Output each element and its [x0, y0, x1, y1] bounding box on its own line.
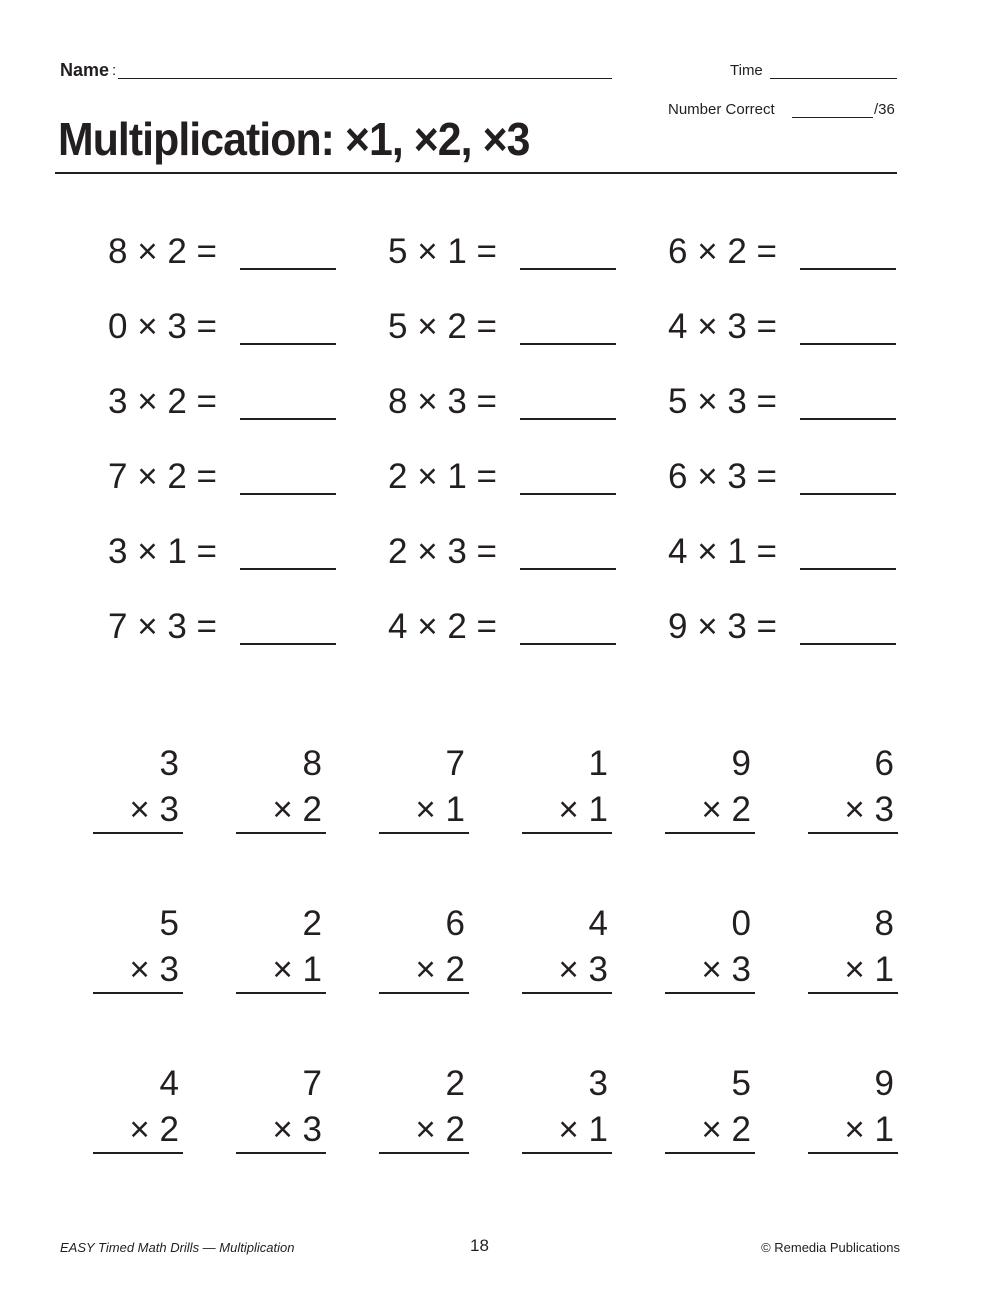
horizontal-problem — [388, 307, 638, 347]
answer-blank[interactable] — [520, 418, 616, 420]
multiplier: × 1 — [558, 790, 608, 829]
answer-blank[interactable] — [800, 418, 896, 420]
multiplier: × 2 — [415, 1110, 465, 1149]
page-title: Multiplication: ×1, ×2, ×3 — [58, 113, 530, 165]
title-divider — [55, 172, 897, 174]
vertical-problem — [93, 904, 183, 1004]
answer-blank[interactable] — [800, 493, 896, 495]
multiplier: × 1 — [272, 950, 322, 989]
multiplicand: 9 — [874, 1064, 894, 1103]
number-correct-field[interactable] — [792, 117, 873, 118]
problem-expression: 5 × 2 = — [388, 307, 497, 346]
vertical-problem — [236, 904, 326, 1004]
multiplier: × 2 — [415, 950, 465, 989]
multiplier: × 3 — [129, 950, 179, 989]
vertical-problem — [808, 1064, 898, 1164]
multiplicand: 2 — [302, 904, 322, 943]
vertical-problem — [379, 744, 469, 844]
answer-line[interactable] — [665, 832, 755, 834]
name-field[interactable] — [118, 78, 612, 79]
multiplicand: 5 — [159, 904, 179, 943]
number-correct-total: /36 — [874, 101, 895, 118]
vertical-problem — [379, 1064, 469, 1164]
name-label: Name — [60, 60, 110, 80]
answer-blank[interactable] — [800, 343, 896, 345]
vertical-problem — [665, 1064, 755, 1164]
answer-blank[interactable] — [520, 568, 616, 570]
problem-expression: 0 × 3 = — [108, 307, 217, 346]
answer-line[interactable] — [379, 832, 469, 834]
horizontal-problem — [108, 382, 358, 422]
answer-line[interactable] — [522, 992, 612, 994]
answer-blank[interactable] — [800, 643, 896, 645]
multiplicand: 4 — [159, 1064, 179, 1103]
horizontal-problem — [108, 457, 358, 497]
horizontal-problem — [108, 607, 358, 647]
time-label: Time — [730, 62, 763, 79]
horizontal-problem — [668, 382, 918, 422]
answer-line[interactable] — [665, 1152, 755, 1154]
answer-line[interactable] — [379, 992, 469, 994]
problem-expression: 7 × 2 = — [108, 457, 217, 496]
time-field[interactable] — [770, 78, 897, 79]
vertical-problem — [808, 904, 898, 1004]
vertical-problem — [522, 1064, 612, 1164]
answer-line[interactable] — [665, 992, 755, 994]
multiplier: × 1 — [415, 790, 465, 829]
answer-line[interactable] — [379, 1152, 469, 1154]
answer-blank[interactable] — [240, 268, 336, 270]
vertical-problem — [665, 744, 755, 844]
multiplier: × 2 — [701, 1110, 751, 1149]
vertical-problem — [236, 1064, 326, 1164]
problem-expression: 5 × 3 = — [668, 382, 777, 421]
multiplier: × 2 — [129, 1110, 179, 1149]
multiplicand: 2 — [445, 1064, 465, 1103]
answer-blank[interactable] — [520, 643, 616, 645]
answer-line[interactable] — [93, 1152, 183, 1154]
answer-line[interactable] — [522, 832, 612, 834]
answer-line[interactable] — [808, 1152, 898, 1154]
multiplicand: 0 — [731, 904, 751, 943]
answer-line[interactable] — [236, 832, 326, 834]
answer-line[interactable] — [808, 992, 898, 994]
answer-line[interactable] — [808, 832, 898, 834]
multiplicand: 8 — [302, 744, 322, 783]
vertical-problem — [93, 744, 183, 844]
problem-expression: 6 × 3 = — [668, 457, 777, 496]
answer-blank[interactable] — [240, 493, 336, 495]
horizontal-problem — [388, 607, 638, 647]
answer-blank[interactable] — [240, 568, 336, 570]
vertical-problem — [522, 744, 612, 844]
answer-blank[interactable] — [240, 343, 336, 345]
multiplier: × 2 — [272, 790, 322, 829]
multiplicand: 6 — [874, 744, 894, 783]
vertical-problem — [236, 744, 326, 844]
horizontal-problem — [108, 307, 358, 347]
problem-expression: 3 × 2 = — [108, 382, 217, 421]
problem-expression: 2 × 1 = — [388, 457, 497, 496]
problem-expression: 8 × 2 = — [108, 232, 217, 271]
answer-blank[interactable] — [520, 343, 616, 345]
horizontal-problem — [668, 532, 918, 572]
answer-blank[interactable] — [240, 643, 336, 645]
multiplier: × 3 — [129, 790, 179, 829]
problem-expression: 2 × 3 = — [388, 532, 497, 571]
answer-blank[interactable] — [520, 493, 616, 495]
problem-expression: 3 × 1 = — [108, 532, 217, 571]
multiplier: × 3 — [701, 950, 751, 989]
multiplicand: 7 — [302, 1064, 322, 1103]
problem-expression: 9 × 3 = — [668, 607, 777, 646]
multiplier: × 1 — [844, 950, 894, 989]
footer-book-title: EASY Timed Math Drills — Multiplication — [60, 1240, 295, 1255]
horizontal-problem — [388, 382, 638, 422]
problem-expression: 4 × 2 = — [388, 607, 497, 646]
vertical-problem — [665, 904, 755, 1004]
problem-expression: 8 × 3 = — [388, 382, 497, 421]
answer-line[interactable] — [236, 1152, 326, 1154]
horizontal-problem — [108, 532, 358, 572]
problem-expression: 5 × 1 = — [388, 232, 497, 271]
horizontal-problem — [388, 232, 638, 272]
problem-expression: 4 × 3 = — [668, 307, 777, 346]
multiplicand: 3 — [159, 744, 179, 783]
answer-blank[interactable] — [520, 268, 616, 270]
horizontal-problem — [668, 607, 918, 647]
multiplicand: 6 — [445, 904, 465, 943]
multiplicand: 3 — [588, 1064, 608, 1103]
number-correct-label: Number Correct — [668, 101, 775, 118]
vertical-problem — [808, 744, 898, 844]
horizontal-problem — [388, 532, 638, 572]
answer-blank[interactable] — [240, 418, 336, 420]
multiplier: × 3 — [272, 1110, 322, 1149]
multiplier: × 1 — [558, 1110, 608, 1149]
multiplicand: 7 — [445, 744, 465, 783]
answer-line[interactable] — [236, 992, 326, 994]
answer-blank[interactable] — [800, 268, 896, 270]
vertical-problem — [522, 904, 612, 1004]
multiplicand: 4 — [588, 904, 608, 943]
name-colon: : — [112, 62, 117, 79]
multiplier: × 2 — [701, 790, 751, 829]
problem-expression: 4 × 1 = — [668, 532, 777, 571]
vertical-problem — [379, 904, 469, 1004]
horizontal-problem — [668, 232, 918, 272]
problem-expression: 7 × 3 = — [108, 607, 217, 646]
horizontal-problem — [108, 232, 358, 272]
answer-blank[interactable] — [800, 568, 896, 570]
multiplicand: 9 — [731, 744, 751, 783]
horizontal-problem — [668, 307, 918, 347]
multiplicand: 5 — [731, 1064, 751, 1103]
page-number: 18 — [470, 1236, 489, 1255]
footer-publisher: © Remedia Publications — [761, 1240, 900, 1255]
multiplicand: 1 — [588, 744, 608, 783]
answer-line[interactable] — [93, 832, 183, 834]
horizontal-problem — [668, 457, 918, 497]
problem-expression: 6 × 2 = — [668, 232, 777, 271]
multiplier: × 1 — [844, 1110, 894, 1149]
multiplier: × 3 — [558, 950, 608, 989]
answer-line[interactable] — [522, 1152, 612, 1154]
multiplier: × 3 — [844, 790, 894, 829]
vertical-problem — [93, 1064, 183, 1164]
answer-line[interactable] — [93, 992, 183, 994]
multiplicand: 8 — [874, 904, 894, 943]
horizontal-problem — [388, 457, 638, 497]
